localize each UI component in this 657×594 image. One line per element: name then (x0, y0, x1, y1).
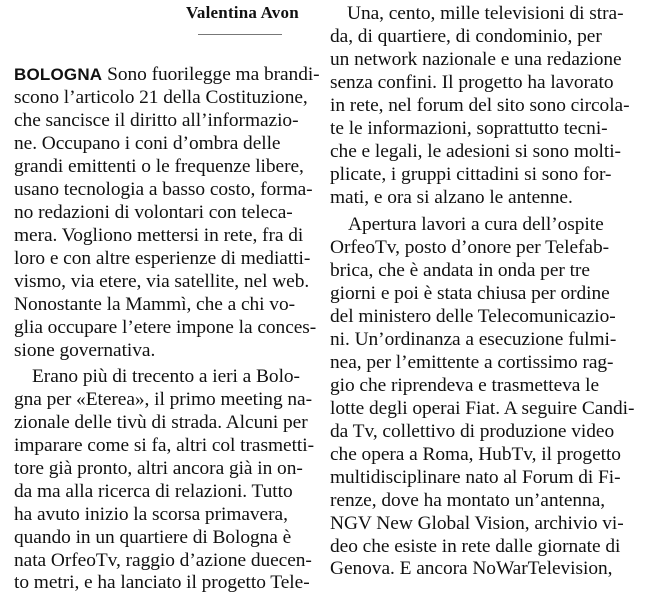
byline-rule (198, 34, 282, 35)
text-line: in rete, nel forum del sito sono circola- (330, 95, 630, 116)
text-line: senza confini. Il progetto ha lavorato (330, 72, 614, 93)
text-line: da Tv, collettivo di produzione video (330, 421, 615, 442)
text-line: da, di quartiere, di condominio, per (330, 26, 602, 47)
text-line: to metri, e ha lanciato il progetto Tele- (14, 572, 310, 593)
text-line: gio che riprendeva e trasmetteva le (330, 375, 600, 396)
text-line: glia occupare l’etere impone la conces- (14, 317, 317, 338)
text-line: plicate, i gruppi cittadini si sono for- (330, 164, 612, 185)
text-line: sione governativa. (14, 340, 156, 361)
text-line: Una, cento, mille televisioni di stra- (347, 3, 624, 24)
text-line: vismo, via etere, via satellite, nel web. (14, 271, 310, 292)
text-line: OrfeoTv, posto d’onore per Telefab- (330, 237, 610, 258)
dateline: BOLOGNA (14, 65, 103, 84)
text-line: imparare come si fa, altri col trasmetti- (14, 435, 314, 456)
text-line: zionale delle tivù di strada. Alcuni per (14, 412, 308, 433)
text-line-content: Sono fuorilegge ma brandi- (107, 64, 320, 85)
text-line: da ma alla ricerca di relazioni. Tutto (14, 481, 293, 502)
text-line: che opera a Roma, HubTv, il progetto (330, 444, 621, 465)
text-line: nata OrfeoTv, raggio d’azione duecen- (14, 550, 312, 571)
text-line: mati, e ora si alzano le antenne. (330, 187, 573, 208)
text-line: tore già pronto, altri ancora già in on- (14, 458, 303, 479)
text-line: giorni e poi è stata chiusa per ordine (330, 283, 610, 304)
text-line: che sancisce il diritto all’informazio- (14, 110, 299, 131)
text-line: scono l’articolo 21 della Costituzione, (14, 87, 308, 108)
text-line: multidisciplinare nato al Forum di Fi- (330, 467, 621, 488)
text-line: NGV New Global Vision, archivio vi- (330, 513, 624, 534)
text-line: quando in un quartiere di Bologna è (14, 527, 292, 548)
text-line: ni. Un’ordinanza a esecuzione fulmi- (330, 329, 617, 350)
byline: Valentina Avon (186, 3, 299, 22)
text-line: brica, che è andata in onda per tre (330, 260, 590, 281)
text-line: che e legali, le adesioni si sono molti- (330, 141, 621, 162)
text-line: mera. Vogliono mettersi in rete, fra di (14, 225, 304, 246)
text-line: ne. Occupano i coni d’ombra delle (14, 133, 281, 154)
text-line (14, 64, 320, 86)
text-line: ha avuto inizio la scorsa primavera, (14, 504, 288, 525)
text-line: gna per «Eterea», il primo meeting na- (14, 389, 313, 410)
text-line: te le informazioni, soprattutto tecni- (330, 118, 608, 139)
text-line: Nonostante la Mammì, che a chi vo- (14, 294, 295, 315)
text-line: Erano più di trecento a ieri a Bolo- (32, 366, 300, 387)
text-line: un network nazionale e una redazione (330, 49, 622, 70)
text-line: del ministero delle Telecomunicazio- (330, 306, 616, 327)
text-line: grandi emittenti o le frequenze libere, (14, 156, 304, 177)
text-line: usano tecnologia a basso costo, forma- (14, 179, 313, 200)
text-line: lotte degli operai Fiat. A seguire Candi- (330, 398, 635, 419)
text-line: Genova. E ancora NoWarTelevision, (330, 558, 613, 579)
text-line: deo che esiste in rete dalle giornate di (330, 536, 621, 557)
text-line: no redazioni di volontari con teleca- (14, 202, 293, 223)
text-line: nea, per l’emittente a cortissimo rag- (330, 352, 614, 373)
text-line: Apertura lavori a cura dell’ospite (348, 214, 604, 235)
text-line: renze, dove ha montato un’antenna, (330, 490, 606, 511)
text-line: loro e con altre esperienze di mediatti- (14, 248, 311, 269)
